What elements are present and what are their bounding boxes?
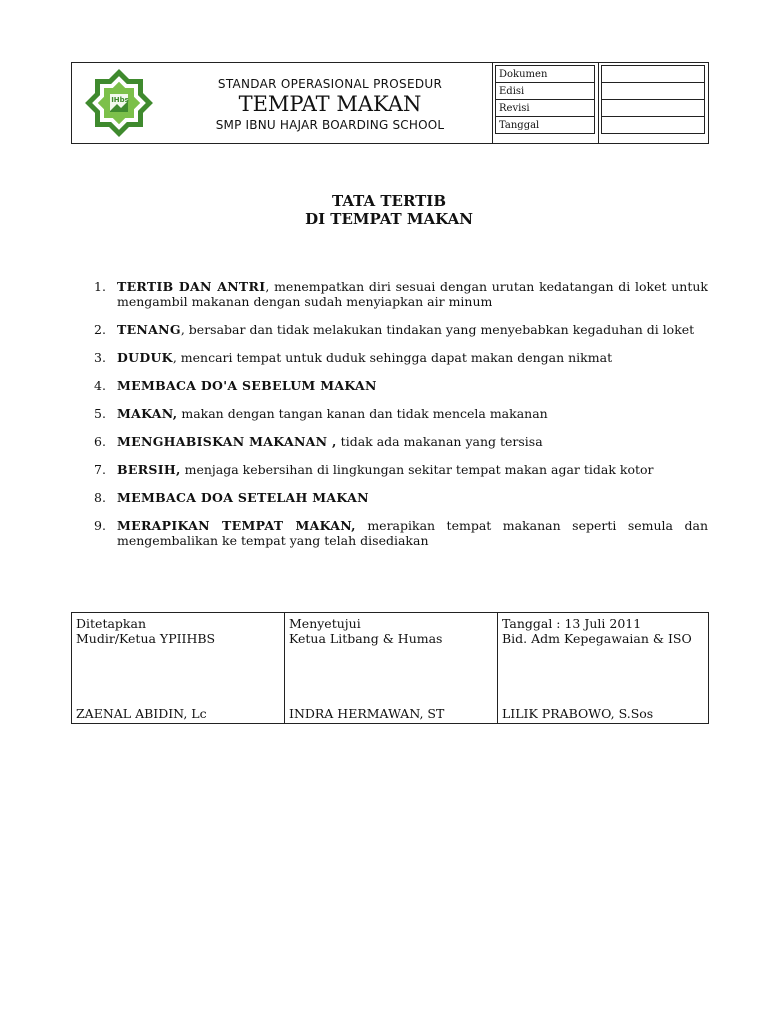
meta-value-tanggal (602, 117, 705, 134)
rule-heading: MERAPIKAN TEMPAT MAKAN, (117, 518, 356, 533)
sop-title: TEMPAT MAKAN (238, 92, 422, 116)
rule-heading: MENGHABISKAN MAKANAN , (117, 434, 337, 449)
meta-value-dokumen (602, 66, 705, 83)
rule-number: 4. (94, 378, 106, 393)
rule-number: 5. (94, 406, 106, 421)
rule-item (91, 462, 708, 477)
rule-item (91, 490, 708, 505)
sop-label: STANDAR OPERASIONAL PROSEDUR (217, 77, 443, 91)
rule-number: 9. (94, 518, 106, 533)
signature-role: Ditetapkan (76, 616, 146, 631)
rule-text (117, 462, 708, 477)
rule-number: 8. (94, 490, 106, 505)
rule-heading: TERTIB DAN ANTRI (117, 279, 266, 294)
rule-description: , mencari tempat untuk duduk sehingga dapat makan dengan nikmat (172, 350, 613, 365)
rule-text (117, 518, 708, 548)
rule-number: 3. (94, 350, 106, 365)
signature-cell-menyetujui (285, 613, 498, 724)
rule-description: merapikan tempat makanan seperti semula dan mengembalikan ke tempat yang telah disediakan (117, 518, 708, 548)
rule-text (117, 279, 708, 309)
rule-item (91, 518, 708, 548)
rule-description: , bersabar dan tidak melakukan tindakan yang menyebabkan kegaduhan di loket (180, 322, 695, 337)
rule-heading: MEMBACA DO'A SEBELUM MAKAN (117, 378, 377, 393)
signature-cell-tanggal (498, 613, 709, 724)
signature-position: Mudir/Ketua YPIIHBS (76, 631, 216, 646)
meta-label-tanggal: Tanggal (496, 117, 595, 134)
rule-text (117, 322, 708, 337)
rule-description: , menempatkan diri sesuai dengan urutan kedatangan di loket untuk mengambil makanan dengan sudah menyiapkan air minum (117, 279, 708, 309)
meta-value-edisi (602, 83, 705, 100)
signature-name: ZAENAL ABIDIN, Lc (76, 706, 207, 721)
rule-number: 7. (94, 462, 106, 477)
signature-position: Ketua Litbang & Humas (289, 631, 443, 646)
meta-value-table (601, 65, 705, 134)
rule-item (91, 322, 708, 337)
rule-text (117, 378, 708, 393)
rule-item (91, 378, 708, 393)
signature-position: Bid. Adm Kepegawaian & ISO (502, 631, 692, 646)
logo-cell (72, 63, 168, 143)
rule-item (91, 406, 708, 421)
sop-header (71, 62, 709, 144)
meta-divider (598, 63, 599, 143)
rule-heading: BERSIH, (117, 462, 181, 477)
school-name: SMP IBNU HAJAR BOARDING SCHOOL (215, 118, 445, 132)
signature-table (71, 612, 709, 724)
rule-item (91, 350, 708, 365)
logo-text: IHbs (111, 96, 129, 104)
signature-role: Menyetujui (289, 616, 361, 631)
meta-label-edisi: Edisi (496, 83, 595, 100)
title-cell (168, 63, 492, 143)
rule-description: tidak ada makanan yang tersisa (336, 434, 543, 449)
document-meta (492, 63, 709, 143)
meta-label-dokumen: Dokumen (496, 66, 595, 83)
rule-heading: TENANG (117, 322, 181, 337)
rule-description: makan dengan tangan kanan dan tidak mencela makanan (177, 406, 548, 421)
rule-item (91, 279, 708, 309)
rule-text (117, 350, 708, 365)
rule-number: 6. (94, 434, 106, 449)
meta-label-table (495, 65, 595, 134)
rule-heading: MEMBACA DOA SETELAH MAKAN (117, 490, 369, 505)
school-logo-icon (72, 63, 168, 143)
document-title-line-2: DI TEMPAT MAKAN (305, 210, 473, 228)
rule-heading: MAKAN, (117, 406, 178, 421)
meta-label-revisi: Revisi (496, 100, 595, 117)
rule-number: 1. (94, 279, 106, 294)
signature-name: INDRA HERMAWAN, ST (289, 706, 445, 721)
rule-text (117, 434, 708, 449)
meta-value-revisi (602, 100, 705, 117)
rule-description: menjaga kebersihan di lingkungan sekitar tempat makan agar tidak kotor (180, 462, 654, 477)
rule-number: 2. (94, 322, 106, 337)
rule-text (117, 490, 708, 505)
signature-cell-ditetapkan (72, 613, 285, 724)
rule-heading: DUDUK (117, 350, 173, 365)
document-title-line-1: TATA TERTIB (331, 192, 447, 210)
rules-list (91, 279, 708, 561)
signature-date: Tanggal : 13 Juli 2011 (502, 616, 642, 631)
rule-text (117, 406, 708, 421)
signature-name: LILIK PRABOWO, S.Sos (502, 706, 654, 721)
rule-item (91, 434, 708, 449)
